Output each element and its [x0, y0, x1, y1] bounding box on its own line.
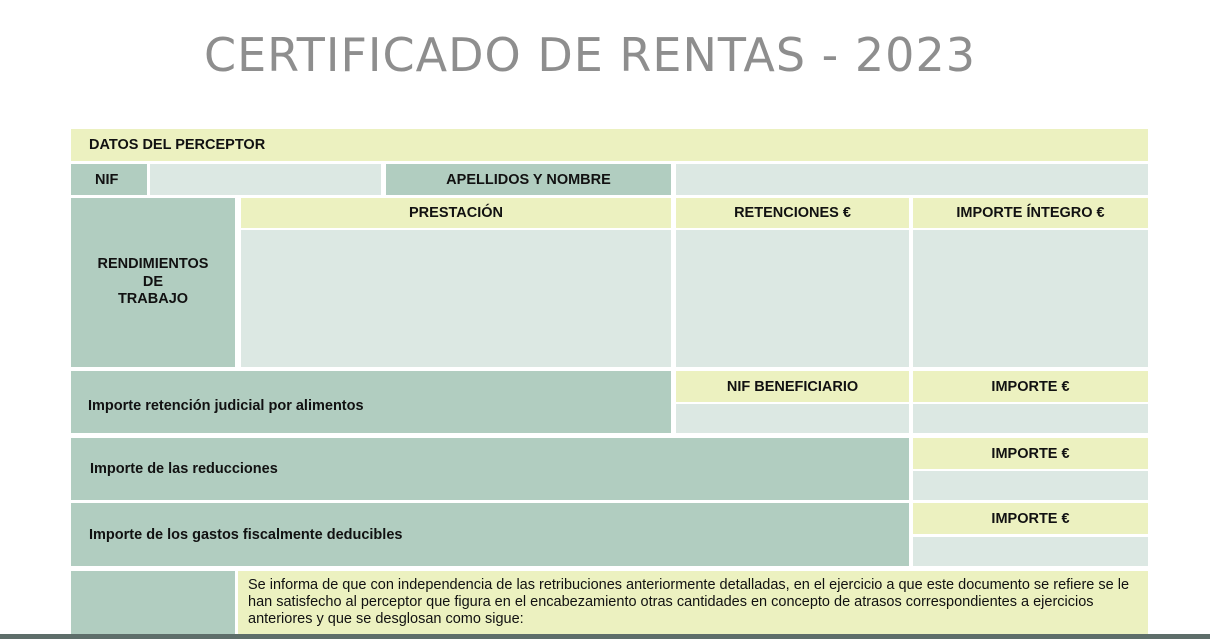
perceptor-header: DATOS DEL PERCEPTOR [71, 129, 1148, 161]
rendimientos-label [71, 198, 235, 367]
prestacion-header: PRESTACIÓN [241, 198, 671, 228]
nif-beneficiario-header: NIF BENEFICIARIO [676, 371, 909, 402]
retencion-importe-field[interactable] [913, 404, 1148, 433]
nif-field[interactable] [150, 164, 381, 195]
reducciones-importe-field[interactable] [913, 471, 1148, 500]
gastos-importe-field[interactable] [913, 537, 1148, 566]
rendimientos-label-line1: RENDIMIENTOS [97, 256, 209, 273]
bottom-divider [0, 634, 1210, 639]
retencion-judicial-label: Importe retención judicial por alimentos [71, 371, 671, 433]
retencion-importe-header: IMPORTE € [913, 371, 1148, 402]
importe-integro-field[interactable] [913, 230, 1148, 367]
atrasos-note: Se informa de que con independencia de las retribuciones anteriormente detalladas, en el ejercicio a que este documento se refiere se le han satisfecho al perceptor que figura en el encabezamiento otras cantidades en concepto de atrasos correspondientes a ejercicios anteriores y que se desglosan como sigue: [238, 571, 1148, 634]
reducciones-label: Importe de las reducciones [71, 438, 909, 500]
prestacion-field[interactable] [241, 230, 671, 367]
retenciones-header: RETENCIONES € [676, 198, 909, 228]
gastos-importe-header: IMPORTE € [913, 503, 1148, 534]
gastos-label: Importe de los gastos fiscalmente deducibles [71, 503, 909, 566]
reducciones-importe-header: IMPORTE € [913, 438, 1148, 469]
atrasos-side-cell [71, 571, 235, 639]
rendimientos-label-line2: DE [142, 273, 164, 290]
retenciones-field[interactable] [676, 230, 909, 367]
name-field[interactable] [676, 164, 1148, 195]
name-label: APELLIDOS Y NOMBRE [386, 164, 671, 195]
rendimientos-label-line3: TRABAJO [117, 291, 189, 308]
document-title: CERTIFICADO DE RENTAS - 2023 [204, 28, 976, 82]
nif-beneficiario-field[interactable] [676, 404, 909, 433]
importe-integro-header: IMPORTE ÍNTEGRO € [913, 198, 1148, 228]
nif-label: NIF [71, 164, 147, 195]
